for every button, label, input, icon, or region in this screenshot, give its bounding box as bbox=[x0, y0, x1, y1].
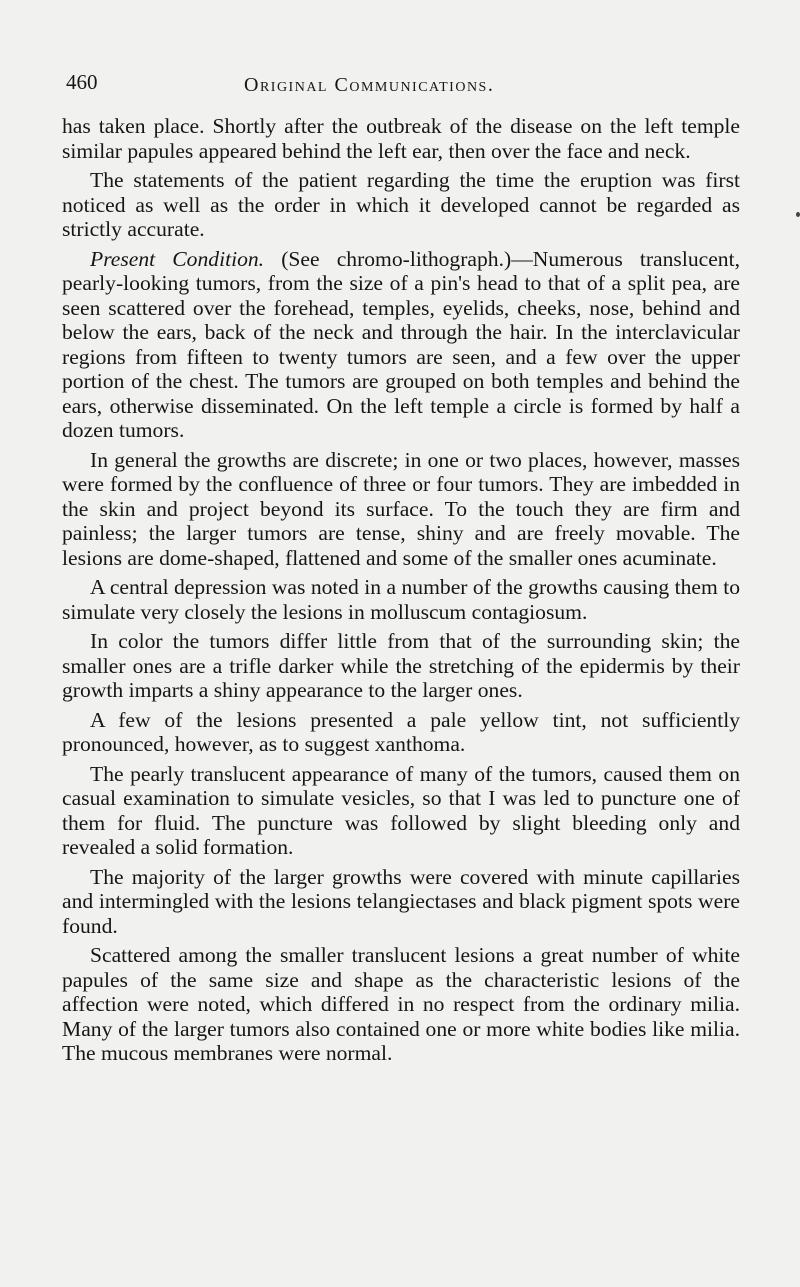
paragraph-text: has taken place. Shortly after the outbreak of the disease on the left temple similar papules appeared behind the left ear, then over the face and neck. bbox=[62, 114, 740, 163]
paragraph-text: The statements of the patient regarding the time the eruption was first noticed as well as the order in which it developed cannot be regarded as strictly accurate. bbox=[62, 168, 740, 241]
paragraph-text: The majority of the larger growths were covered with minute capillaries and intermingled with the lesions telangiectases and black pigment spots were found. bbox=[62, 864, 740, 938]
page-header bbox=[66, 66, 736, 98]
paragraph bbox=[62, 629, 740, 703]
paragraph bbox=[62, 114, 740, 163]
paragraph-text: In general the growths are discrete; in one or two places, however, masses were formed by the confluence of three or four tumors. They are imbedded in the skin and project beyond its surface. To the touch they are firm and painless; the larger tumors are tense, shiny and are freely movable. The lesions are dome-shaped, flattened and some of the smaller ones acuminate. bbox=[62, 447, 740, 570]
paragraph bbox=[62, 448, 740, 571]
paragraph bbox=[62, 708, 740, 757]
paragraph-text: (See chromo-lithograph.)—Numerous translucent, pearly-looking tumors, from the size of a pin's head to that of a split pea, are seen scattered over the forehead, temples, eyelids, cheeks, nose, behind and below the ears, back of the neck and through the hair. In the interclavicular regions from fifteen to twenty tumors are seen, and a few over the upper portion of the chest. The tumors are grouped on both temples and behind the ears, otherwise disseminated. On the left temple a circle is formed by half a dozen tumors. bbox=[62, 246, 740, 442]
paragraph-text: Scattered among the smaller translucent lesions a great number of white papules of the same size and shape as the characteristic lesions of the affection were noted, which differed in no respect from the ordinary milia. Many of the larger tumors also contained one or more white bodies like milia. The mucous membranes were normal. bbox=[62, 943, 740, 1065]
paragraph-text: A few of the lesions presented a pale yellow tint, not sufficiently pronounced, however, as to suggest xanthoma. bbox=[62, 707, 740, 756]
paragraph bbox=[62, 943, 740, 1066]
paragraph bbox=[62, 865, 740, 939]
paragraph bbox=[62, 168, 740, 242]
paragraph bbox=[62, 762, 740, 860]
paragraph bbox=[62, 247, 740, 443]
body-text bbox=[62, 114, 740, 1066]
paragraph-text: In color the tumors differ little from that of the surrounding skin; the smaller ones are a trifle darker while the stretching of the epidermis by their growth imparts a shiny appearance to the larger ones. bbox=[62, 629, 740, 702]
running-head: Original Communications. bbox=[244, 74, 495, 96]
paragraph bbox=[62, 575, 740, 624]
page-number: 460 bbox=[66, 70, 98, 94]
paragraph-text: The pearly translucent appearance of many of the tumors, caused them on casual examination to simulate vesicles, so that I was led to puncture one of them for fluid. The puncture was followed by slight bleeding only and revealed a solid formation. bbox=[62, 761, 740, 859]
paragraph-text: A central depression was noted in a number of the growths causing them to simulate very closely the lesions in molluscum contagiosum. bbox=[62, 575, 740, 624]
section-lead: Present Condition. bbox=[90, 246, 265, 271]
margin-speck bbox=[796, 212, 800, 217]
